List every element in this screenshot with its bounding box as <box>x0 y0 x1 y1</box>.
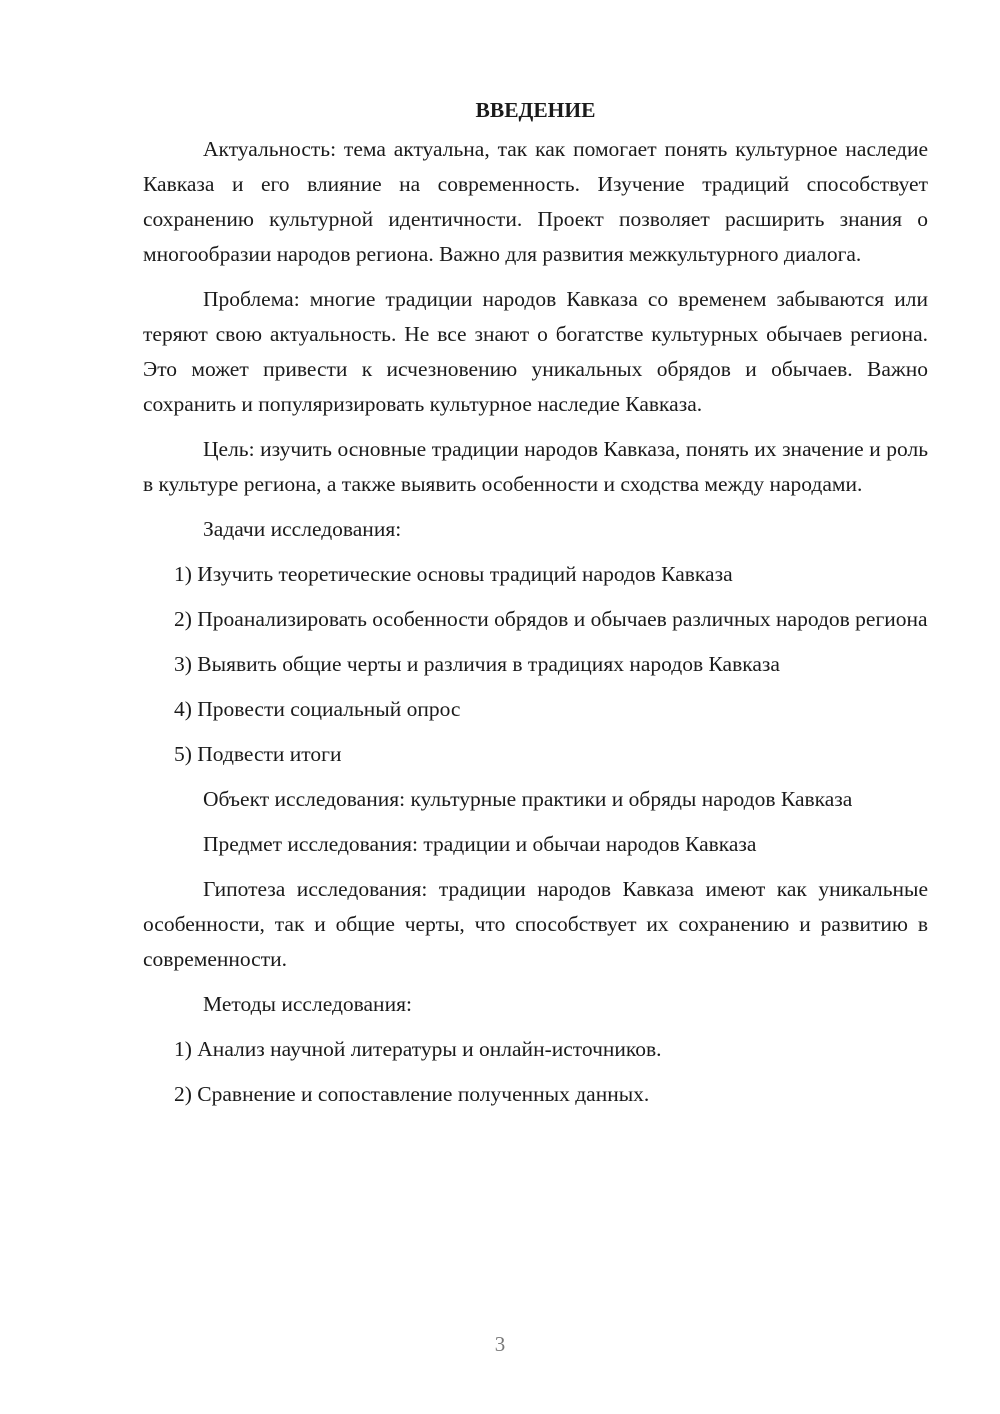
task-item: 4) Провести социальный опрос <box>174 697 461 721</box>
document-page <box>143 92 928 1122</box>
goal-paragraph: Цель: изучить основные традиции народов Кавказа, понять их значение и роль в культуре региона, а также выявить особенности и сходства между народами. <box>143 437 928 496</box>
hypothesis-paragraph: Гипотеза исследования: традиции народов Кавказа имеют как уникальные особенности, так и общие черты, что способствует их сохранению и развитию в современности. <box>143 877 928 971</box>
task-item: 3) Выявить общие черты и различия в традициях народов Кавказа <box>174 652 780 676</box>
methods-heading: Методы исследования: <box>203 992 412 1016</box>
task-item: 1) Изучить теоретические основы традиций народов Кавказа <box>174 562 733 586</box>
tasks-heading: Задачи исследования: <box>203 517 402 541</box>
task-item: 2) Проанализировать особенности обрядов и обычаев различных народов региона <box>174 607 928 631</box>
page-title: ВВЕДЕНИЕ <box>475 98 596 122</box>
relevance-paragraph: Актуальность: тема актуальна, так как помогает понять культурное наследие Кавказа и его влияние на современность. Изучение традиций способствует сохранению культурной идентичности. Проект позволяет расширить знания о многообразии народов региона. Важно для развития межкультурного диалога. <box>143 137 928 266</box>
method-item: 1) Анализ научной литературы и онлайн-источников. <box>174 1037 662 1061</box>
problem-paragraph: Проблема: многие традиции народов Кавказа со временем забываются или теряют свою актуальность. Не все знают о богатстве культурных обычаев региона. Это может привести к исчезновению уникальных обрядов и обычаев. Важно сохранить и популяризировать культурное наследие Кавказа. <box>143 287 928 416</box>
object-paragraph: Объект исследования: культурные практики и обряды народов Кавказа <box>203 787 853 811</box>
subject-paragraph: Предмет исследования: традиции и обычаи народов Кавказа <box>203 832 757 856</box>
page-number: 3 <box>494 1332 506 1356</box>
method-item: 2) Сравнение и сопоставление полученных данных. <box>174 1082 650 1106</box>
task-item: 5) Подвести итоги <box>174 742 342 766</box>
